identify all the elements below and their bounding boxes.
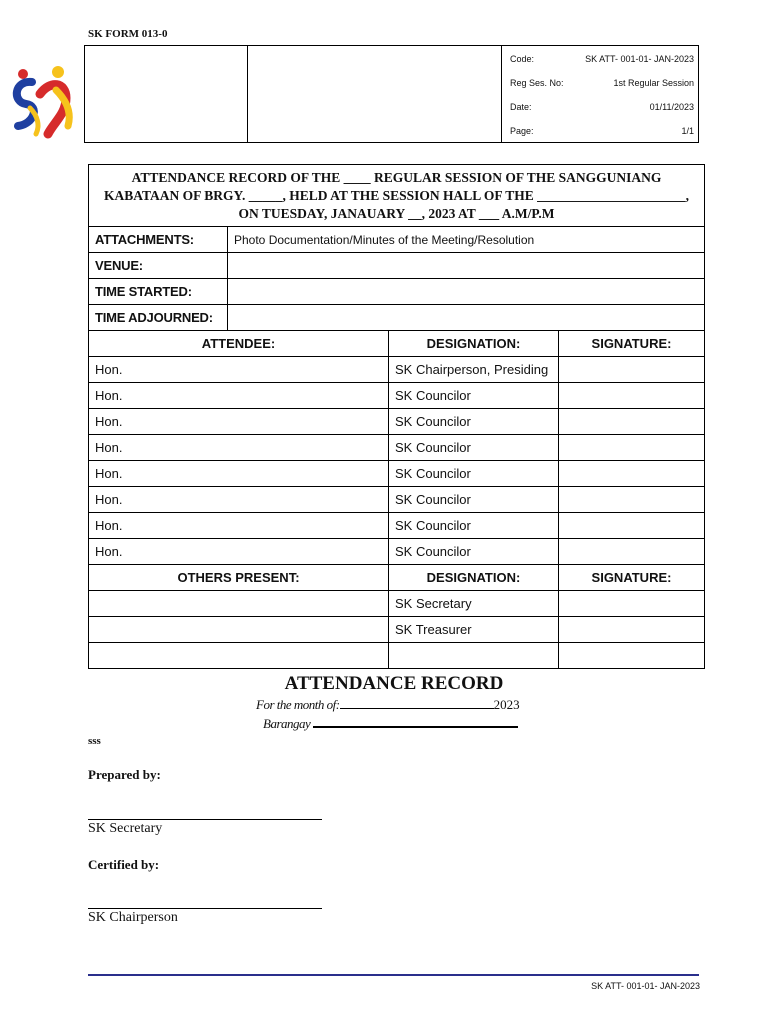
certified-role: SK Chairperson xyxy=(88,910,178,925)
barangay-blank[interactable] xyxy=(313,717,518,728)
month-blank[interactable] xyxy=(340,699,494,709)
footer-divider xyxy=(88,974,699,976)
others-row xyxy=(89,591,705,617)
attendee-designation: SK Councilor xyxy=(389,461,559,487)
attendee-row xyxy=(89,409,705,435)
attendee-signature[interactable] xyxy=(559,539,705,565)
meta-label: Date: xyxy=(510,102,532,112)
meta-value: 1st Regular Session xyxy=(613,78,694,88)
info-row-attachments xyxy=(89,227,705,253)
attendee-row xyxy=(89,539,705,565)
others-column-header: OTHERS PRESENT: xyxy=(89,565,389,591)
signature-column-header: SIGNATURE: xyxy=(559,331,705,357)
certified-by-label: Certified by: xyxy=(88,857,160,872)
others-signature[interactable] xyxy=(559,591,705,617)
prepared-signature-line[interactable] xyxy=(88,819,322,820)
attendee-name[interactable]: Hon. xyxy=(89,409,389,435)
designation-column-header: DESIGNATION: xyxy=(389,565,559,591)
others-header-row xyxy=(89,565,705,591)
attendee-signature[interactable] xyxy=(559,461,705,487)
attendee-signature[interactable] xyxy=(559,435,705,461)
meta-value: 1/1 xyxy=(681,126,694,136)
meta-row-page xyxy=(502,118,698,142)
designation-column-header: DESIGNATION: xyxy=(389,331,559,357)
others-designation: SK Secretary xyxy=(389,591,559,617)
meta-row-session xyxy=(502,70,698,94)
info-value[interactable] xyxy=(228,279,705,305)
others-designation: SK Treasurer xyxy=(389,617,559,643)
attendee-designation: SK Councilor xyxy=(389,487,559,513)
others-signature[interactable] xyxy=(559,643,705,669)
header-meta xyxy=(502,46,698,142)
attendee-name[interactable]: Hon. xyxy=(89,383,389,409)
prepared-role: SK Secretary xyxy=(88,821,163,836)
stray-text: sss xyxy=(88,735,101,747)
others-name[interactable] xyxy=(89,643,389,669)
summary-title: ATTENDANCE RECORD xyxy=(284,673,504,694)
attendee-name[interactable]: Hon. xyxy=(89,539,389,565)
header-logo-cell xyxy=(85,46,248,142)
others-designation xyxy=(389,643,559,669)
attendee-designation: SK Councilor xyxy=(389,539,559,565)
attendee-header-row xyxy=(89,331,705,357)
meta-label: Page: xyxy=(510,126,534,136)
attendee-name[interactable]: Hon. xyxy=(89,461,389,487)
attendee-designation: SK Councilor xyxy=(389,383,559,409)
attendee-signature[interactable] xyxy=(559,409,705,435)
attendee-row xyxy=(89,487,705,513)
meta-row-date xyxy=(502,94,698,118)
attendee-row xyxy=(89,513,705,539)
info-row-time-started xyxy=(89,279,705,305)
record-title: ATTENDANCE RECORD OF THE ____ REGULAR SESSION OF THE SANGGUNIANG KABATAAN OF BRGY. _____, HELD AT THE SESSION HALL OF THE ______________________, ON TUESDAY, JANAUARY __, 2023 AT ___ A.M/P.M xyxy=(89,165,705,227)
document-header-box xyxy=(84,45,699,143)
attendee-column-header: ATTENDEE: xyxy=(89,331,389,357)
barangay-label: Barangay xyxy=(263,716,311,731)
attendee-designation: SK Councilor xyxy=(389,435,559,461)
attendee-designation: SK Councilor xyxy=(389,409,559,435)
others-name[interactable] xyxy=(89,591,389,617)
others-name[interactable] xyxy=(89,617,389,643)
info-label: ATTACHMENTS: xyxy=(89,227,228,253)
form-number: SK FORM 013-0 xyxy=(88,28,168,40)
attendee-signature[interactable] xyxy=(559,513,705,539)
attendee-row xyxy=(89,435,705,461)
info-label: TIME ADJOURNED: xyxy=(89,305,228,331)
others-row xyxy=(89,617,705,643)
attendee-name[interactable]: Hon. xyxy=(89,435,389,461)
attendee-designation: SK Councilor xyxy=(389,513,559,539)
attendee-signature[interactable] xyxy=(559,487,705,513)
footer-code: SK ATT- 001-01- JAN-2023 xyxy=(591,981,700,991)
info-row-time-adjourned xyxy=(89,305,705,331)
info-value[interactable] xyxy=(228,305,705,331)
signature-column-header: SIGNATURE: xyxy=(559,565,705,591)
attendance-table xyxy=(88,164,705,669)
month-label: For the month of: xyxy=(256,697,340,712)
meta-label: Code: xyxy=(510,54,535,64)
attendee-name[interactable]: Hon. xyxy=(89,513,389,539)
attendee-designation: SK Chairperson, Presiding xyxy=(389,357,559,383)
certified-signature-line[interactable] xyxy=(88,908,322,909)
others-signature[interactable] xyxy=(559,617,705,643)
month-line xyxy=(256,697,520,713)
prepared-by-label: Prepared by: xyxy=(88,767,161,782)
info-label: TIME STARTED: xyxy=(89,279,228,305)
attendee-signature[interactable] xyxy=(559,383,705,409)
attendee-signature[interactable] xyxy=(559,357,705,383)
attendee-row xyxy=(89,357,705,383)
others-row xyxy=(89,643,705,669)
attendee-row xyxy=(89,383,705,409)
info-value[interactable]: Photo Documentation/Minutes of the Meeting/Resolution xyxy=(228,227,705,253)
info-label: VENUE: xyxy=(89,253,228,279)
meta-row-code xyxy=(502,46,698,70)
barangay-line xyxy=(263,716,518,732)
header-title-cell xyxy=(248,46,502,142)
attendee-name[interactable]: Hon. xyxy=(89,487,389,513)
info-row-venue xyxy=(89,253,705,279)
attendee-name[interactable]: Hon. xyxy=(89,357,389,383)
attendee-row xyxy=(89,461,705,487)
sk-logo xyxy=(10,60,78,140)
meta-value: SK ATT- 001-01- JAN-2023 xyxy=(585,54,694,64)
info-value[interactable] xyxy=(228,253,705,279)
month-year: 2023 xyxy=(493,697,520,712)
meta-label: Reg Ses. No: xyxy=(510,78,564,88)
meta-value: 01/11/2023 xyxy=(649,102,694,112)
